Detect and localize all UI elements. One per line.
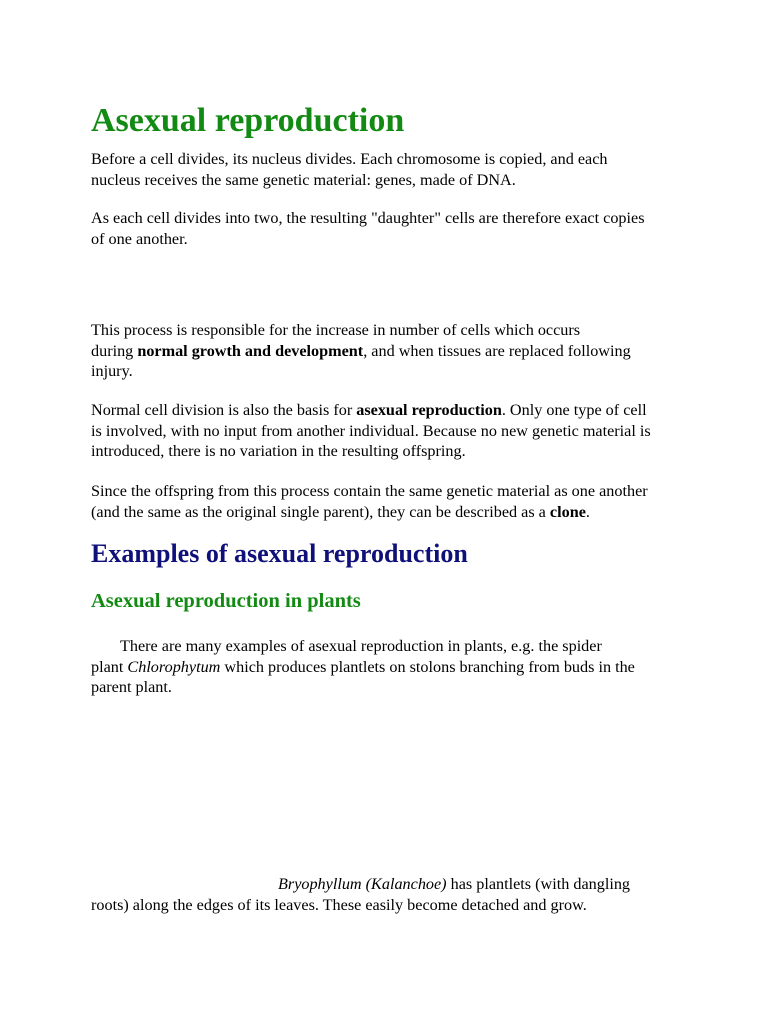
text-line: introduced, there is no variation in the resulting offspring. [91, 442, 466, 460]
paragraph-growth [91, 320, 631, 382]
bold-term: asexual reproduction [356, 401, 502, 419]
paragraph-cell-division [91, 149, 608, 190]
paragraph-daughter-cells [91, 208, 645, 249]
text-line: roots) along the edges of its leaves. These easily become detached and grow. [91, 895, 587, 914]
text-run: during [91, 341, 138, 360]
text-line [91, 657, 635, 678]
text-run: Normal cell division is also the basis for [91, 401, 357, 419]
bold-term: clone [549, 502, 586, 521]
section-heading-examples: Examples of asexual reproduction [91, 539, 468, 568]
text-line: injury. [91, 362, 133, 380]
text-line: is involved, with no input from another individual. Because no new genetic material is [91, 421, 651, 440]
text-line: Before a cell divides, its nucleus divides. Each chromosome is copied, and each [91, 150, 608, 168]
paragraph-clone [91, 481, 648, 522]
text-line: This process is responsible for the increase in number of cells which occurs [91, 321, 581, 339]
paragraph-asexual-basis [91, 400, 651, 462]
text-line [91, 502, 648, 523]
paragraph-spider-plant [91, 636, 635, 698]
text-run: , and when tissues are replaced following [363, 341, 631, 360]
italic-term: Bryophyllum (Kalanchoe) [278, 875, 447, 893]
text-run: . [585, 502, 590, 521]
text-line [91, 341, 631, 362]
text-line: As each cell divides into two, the resulting "daughter" cells are therefore exact copies [91, 209, 645, 227]
text-line: of one another. [91, 229, 188, 248]
text-run: (and the same as the original single parent), they can be described as a [91, 502, 550, 521]
bold-term: normal growth and development [137, 341, 364, 360]
italic-term: Chlorophytum [127, 657, 221, 676]
page-title: Asexual reproduction [91, 102, 405, 139]
text-run: which produces plantlets on stolons branching from buds in the [220, 657, 635, 676]
text-line [91, 400, 651, 421]
subsection-heading-plants: Asexual reproduction in plants [91, 590, 361, 612]
text-line: parent plant. [91, 678, 172, 696]
text-run: . Only one type of cell [501, 401, 647, 419]
text-line: nucleus receives the same genetic material: genes, made of DNA. [91, 170, 516, 189]
text-line: There are many examples of asexual reproduction in plants, e.g. the spider [120, 637, 602, 655]
paragraph-bryophyllum [91, 874, 630, 915]
text-line: Since the offspring from this process contain the same genetic material as one another [91, 482, 648, 500]
text-run: has plantlets (with dangling [446, 875, 631, 893]
text-run: plant [91, 657, 128, 676]
text-line [91, 874, 630, 895]
